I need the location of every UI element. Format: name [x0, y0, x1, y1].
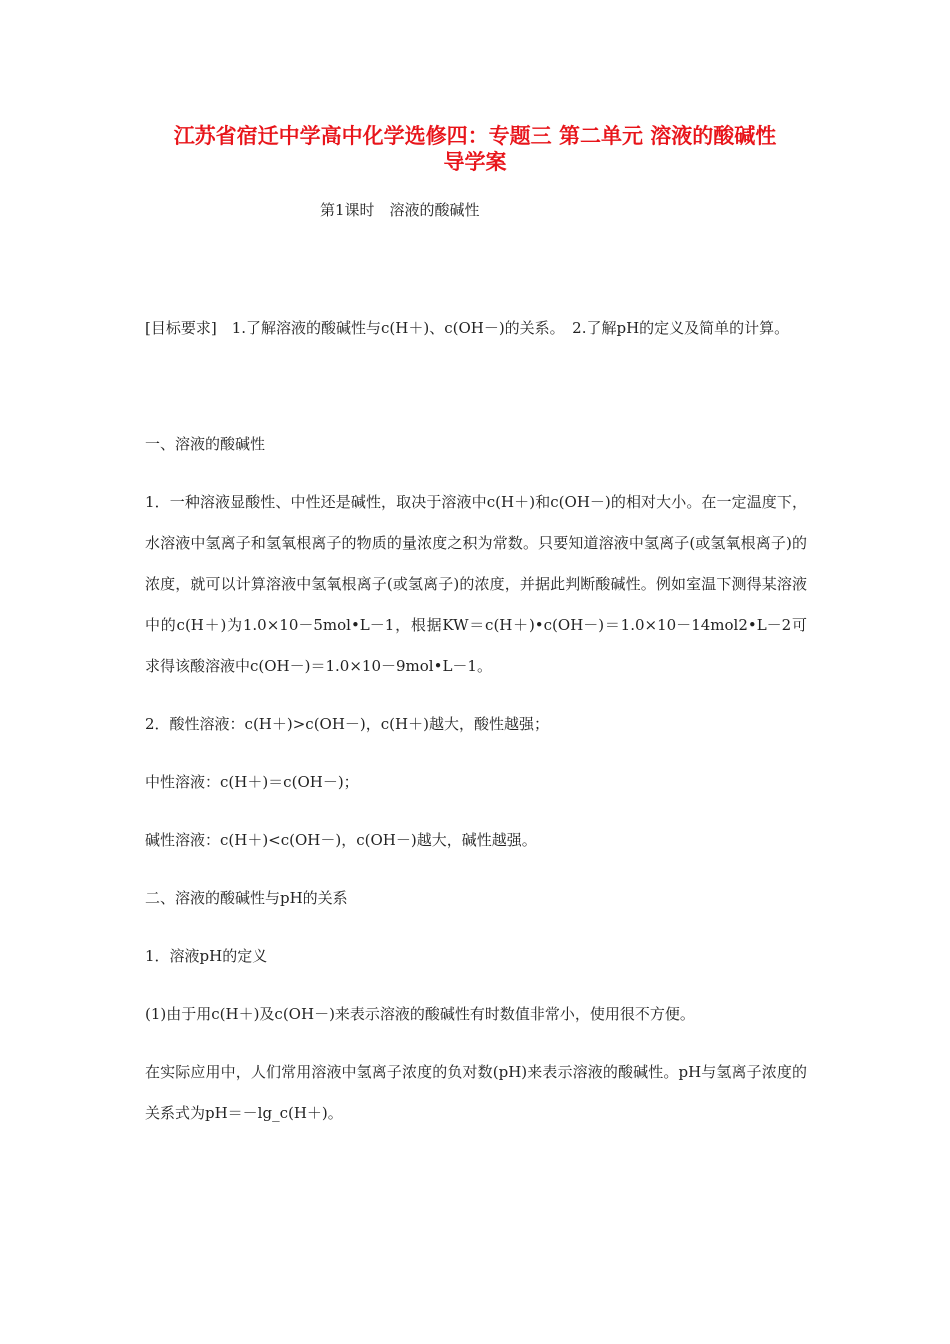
section-2-paragraph-2: 在实际应用中，人们常用溶液中氢离子浓度的负对数(pH)来表示溶液的酸碱性。pH与氢离子浓度的关系式为pH＝－lg_c(H＋)。	[145, 1063, 807, 1122]
section-1-paragraph-2: 2．酸性溶液：c(H＋)>c(OH－)，c(H＋)越大，酸性越强；	[145, 715, 549, 733]
section-1-paragraph-1: 1．一种溶液显酸性、中性还是碱性，取决于溶液中c(H＋)和c(OH－)的相对大小。在一定温度下，水溶液中氢离子和氢氧根离子的物质的量浓度之积为常数。只要知道溶液中氢离子(或氢氧根离子)的浓度，就可以计算溶液中氢氧根离子(或氢离子)的浓度，并据此判断酸碱性。例如室温下测得某溶液中的c(H＋)为1.0×10－5mol•L－1，根据KW＝c(H＋)•c(OH－)＝1.0×10－14mol2•L－2可求得该酸溶液中c(OH－)＝1.0×10－9mol•L－1。	[145, 493, 807, 675]
section-2-subheading-1: 1．溶液pH的定义	[145, 947, 268, 965]
section-2-heading: 二、溶液的酸碱性与pH的关系	[145, 889, 348, 907]
document-title-line-2: 导学案	[443, 150, 507, 174]
document-body	[145, 308, 807, 1134]
section-2-paragraph-1: (1)由于用c(H＋)及c(OH－)来表示溶液的酸碱性有时数值非常小，使用很不方便。	[145, 1005, 695, 1023]
section-1-paragraph-4: 碱性溶液：c(H＋)<c(OH－)，c(OH－)越大，碱性越强。	[145, 831, 537, 849]
objective-paragraph: [目标要求] 1.了解溶液的酸碱性与c(H＋)、c(OH－)的关系。 2.了解pH的定义及简单的计算。	[145, 319, 790, 337]
lesson-subtitle: 第1课时 溶液的酸碱性	[320, 201, 480, 219]
document-title-line-1: 江苏省宿迁中学高中化学选修四：专题三 第二单元 溶液的酸碱性	[173, 124, 777, 148]
section-1-heading: 一、溶液的酸碱性	[145, 435, 266, 453]
section-1-paragraph-3: 中性溶液：c(H＋)＝c(OH－)；	[145, 773, 359, 791]
